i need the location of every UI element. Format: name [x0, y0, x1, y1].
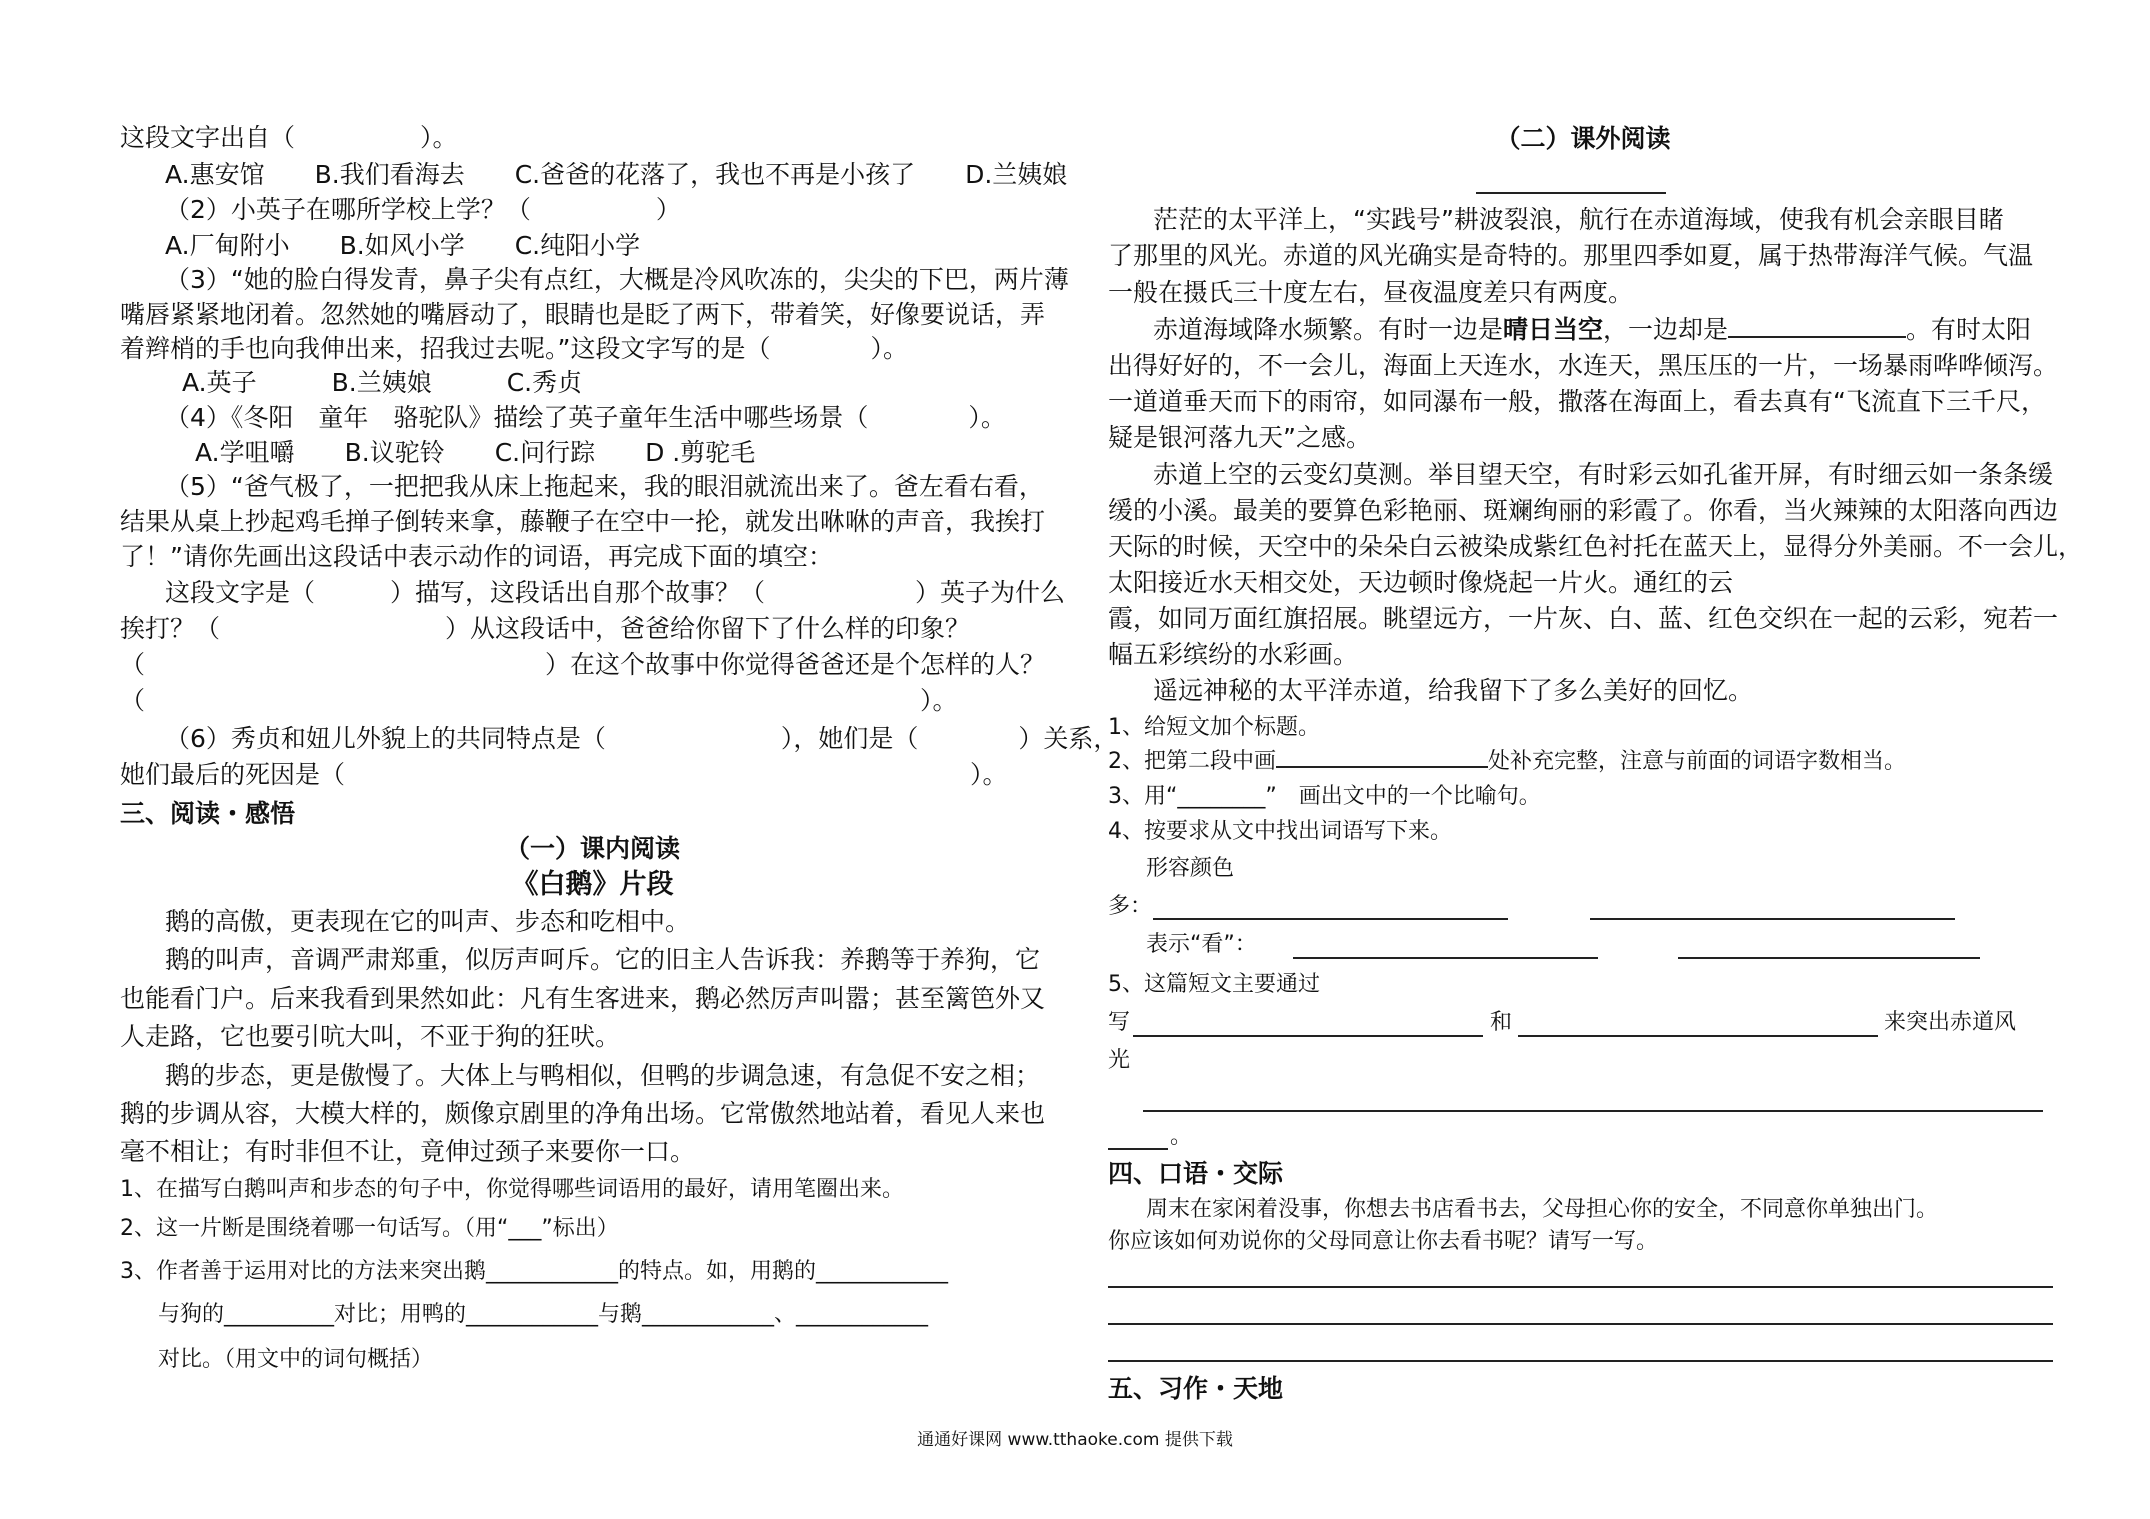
q1-options: A.惠安馆 B.我们看海去 C.爸爸的花落了，我也不再是小孩了 D.兰姨娘: [165, 160, 1068, 189]
passage-paragraph: 鹅的步态，更是傲慢了。大体上与鸭相似，但鸭的步调急速，有急促不安之相；: [165, 1061, 1041, 1090]
answer-line[interactable]: [1153, 918, 1508, 920]
q5-line: 结果从桌上抄起鸡毛掸子倒转来拿，藤鞭子在空中一抡，就发出咻咻的声音，我挨打: [120, 507, 1046, 536]
essay-paragraph: 幅五彩缤纷的水彩画。: [1108, 640, 1359, 669]
passage-paragraph: 人走路，它也要引吭大叫，不亚于狗的狂吠。: [120, 1022, 621, 1051]
essay-question: 1、给短文加个标题。: [1108, 715, 1320, 740]
q1-stem: 这段文字出自（ ）。: [120, 123, 458, 152]
reading-question: 对比。（用文中的词句概括）: [158, 1347, 434, 1372]
passage-paragraph: 鹅的叫声，音调严肃郑重，似厉声呵斥。它的旧主人告诉我：养鹅等于养狗，它: [165, 945, 1041, 974]
reading-question: 1、在描写白鹅叫声和步态的句子中，你觉得哪些词语用的最好，请用笔圈出来。: [120, 1177, 904, 1202]
essay-question: 多：: [1108, 894, 1153, 919]
section4-prompt: 周末在家闲着没事，你想去书店看书去，父母担心你的安全，不同意你单独出门。: [1146, 1197, 1939, 1222]
q5-line: 挨打？（ ）从这段话中，爸爸给你留下了什么样的印象？: [120, 614, 971, 643]
essay-question: 表示“看”：: [1146, 932, 1257, 957]
q5-line: （ ）在这个故事中你觉得爸爸还是个怎样的人？: [120, 650, 1046, 679]
reading1-title: （一）课内阅读: [504, 834, 680, 863]
q6-line: 她们最后的死因是（ ）。: [120, 760, 1008, 789]
essay-question: 4、按要求从文中找出词语写下来。: [1108, 819, 1452, 844]
essay-paragraph: 一般在摄氏三十度左右，昼夜温度差只有两度。: [1108, 278, 1634, 307]
essay-text: 。有时太阳: [1906, 315, 2032, 344]
essay-text: ，一边却是: [1603, 315, 1729, 344]
essay-paragraph: 赤道上空的云变幻莫测。举目望天空，有时彩云如孔雀开屏，有时细云如一条条缓: [1153, 460, 2054, 489]
section5-title: 五、习作・天地: [1108, 1374, 1284, 1403]
essay-question: [1108, 745, 1906, 779]
essay-question: 形容颜色: [1146, 856, 1235, 881]
answer-line[interactable]: [1143, 1110, 2043, 1112]
q5-line: （5）“爸气极了，一把把我从床上拖起来，我的眼泪就流出来了。爸左看右看，: [165, 472, 1044, 501]
q5-line: （ ）。: [120, 686, 958, 715]
q3-line: 着辫梢的手也向我伸出来，招我过去呢。”这段文字写的是（ ）。: [120, 334, 908, 363]
writing-line[interactable]: [1108, 1323, 2053, 1325]
q5-line: 了！”请你先画出这段话中表示动作的词语，再完成下面的填空：: [120, 542, 833, 571]
essay-paragraph: 太阳接近水天相交处，天边顿时像烧起一片火。通红的云: [1108, 568, 1734, 597]
answer-line[interactable]: [1293, 957, 1598, 959]
answer-line[interactable]: [1590, 918, 1955, 920]
fill-blank[interactable]: [1728, 314, 1906, 338]
q3-options: A.英子 B.兰姨娘 C.秀贞: [182, 368, 583, 397]
reading1-subtitle: 《白鹅》片段: [511, 869, 674, 900]
reading-question: 3、作者善于运用对比的方法来突出鹅____________的特点。如，用鹅的____________: [120, 1259, 948, 1284]
essay-paragraph: 缓的小溪。最美的要算色彩艳丽、斑斓绚丽的彩霞了。你看，当火辣辣的太阳落向西边: [1108, 496, 2059, 525]
answer-line[interactable]: [1108, 1148, 1168, 1150]
essay-paragraph: 遥远神秘的太平洋赤道，给我留下了多么美好的回忆。: [1153, 676, 1754, 705]
passage-paragraph: 鹅的高傲，更表现在它的叫声、步态和吃相中。: [165, 907, 691, 936]
q3-line: （3）“她的脸白得发青，鼻子尖有点红，大概是冷风吹冻的，尖尖的下巴，两片薄: [165, 265, 1069, 294]
writing-line[interactable]: [1108, 1360, 2053, 1362]
section3-title: 三、阅读・感悟: [120, 799, 296, 828]
essay-question-text: 处补充完整，注意与前面的词语字数相当。: [1488, 749, 1907, 774]
q6-line: （6）秀贞和妞儿外貌上的共同特点是（ ），她们是（ ）关系，: [165, 724, 1119, 753]
passage-paragraph: 鹅的步调从容，大模大样的，颇像京剧里的净角出场。它常傲然地站着，看见人来也: [120, 1099, 1046, 1128]
essay-text: 赤道海域降水频繁。有时一边是: [1153, 315, 1504, 344]
essay-paragraph: [1153, 313, 2031, 347]
essay-paragraph: 了那里的风光。赤道的风光确实是奇特的。那里四季如夏，属于热带海洋气候。气温: [1108, 241, 2034, 270]
reading-question: 与狗的__________对比；用鸭的____________与鹅____________、____________: [158, 1302, 929, 1327]
reading2-title: （二）课外阅读: [1495, 124, 1671, 153]
answer-line[interactable]: [1678, 957, 1980, 959]
writing-line[interactable]: [1108, 1286, 2053, 1288]
passage-paragraph: 也能看门户。后来我看到果然如此：凡有生客进来，鹅必然厉声叫嚣；甚至篱笆外又: [120, 984, 1046, 1013]
q3-line: 嘴唇紧紧地闭着。忽然她的嘴唇动了，眼睛也是眨了两下，带着笑，好像要说话，弄: [120, 300, 1046, 329]
section4-prompt: 你应该如何劝说你的父母同意让你去看书呢？请写一写。: [1108, 1229, 1659, 1254]
section4-title: 四、口语・交际: [1108, 1159, 1284, 1188]
essay-paragraph: 疑是银河落九天”之感。: [1108, 423, 1371, 452]
essay-question: 5、这篇短文主要通过: [1108, 972, 1320, 997]
title-blank-line: [1476, 192, 1666, 194]
q5-line: 这段文字是（ ）描写，这段话出自那个故事？（ ）英子为什么: [165, 578, 1066, 607]
q2-stem: （2）小英子在哪所学校上学？（ ）: [165, 195, 681, 224]
essay-question: 3、用“________” 画出文中的一个比喻句。: [1108, 784, 1541, 809]
essay-question-text: 2、把第二段中画: [1108, 749, 1276, 774]
essay-question: 写: [1108, 1010, 1131, 1035]
essay-bold-phrase: 晴日当空: [1503, 315, 1604, 344]
q4-options: A.学咀嚼 B.议驼铃 C.问行踪 D .剪驼毛: [195, 438, 756, 467]
fill-blank[interactable]: [1276, 746, 1488, 768]
q4-stem: （4）《冬阳 童年 骆驼队》描绘了英子童年生活中哪些场景（ ）。: [165, 403, 1006, 432]
answer-line[interactable]: [1133, 1035, 1483, 1037]
essay-question: 来突出赤道风: [1884, 1010, 2017, 1035]
essay-paragraph: 霞，如同万面红旗招展。眺望远方，一片灰、白、蓝、红色交织在一起的云彩，宛若一: [1108, 604, 2059, 633]
essay-question: 。: [1170, 1124, 1193, 1149]
answer-line[interactable]: [1518, 1035, 1878, 1037]
essay-question: 光: [1108, 1048, 1131, 1073]
page-footer: 通通好课网 www.tthaoke.com 提供下载: [917, 1430, 1233, 1450]
essay-paragraph: 茫茫的太平洋上，“实践号”耕波裂浪，航行在赤道海域，使我有机会亲眼目睹: [1153, 205, 2004, 234]
essay-question: 和: [1490, 1010, 1513, 1035]
essay-paragraph: 一道道垂天而下的雨帘，如同瀑布一般，撒落在海面上，看去真有“飞流直下三千尺，: [1108, 387, 2046, 416]
q2-options: A.厂甸附小 B.如风小学 C.纯阳小学: [165, 231, 641, 260]
essay-paragraph: 天际的时候，天空中的朵朵白云被染成紫红色衬托在蓝天上，显得分外美丽。不一会儿，: [1108, 532, 2084, 561]
passage-paragraph: 毫不相让；有时非但不让，竟伸过颈子来要你一口。: [120, 1137, 696, 1166]
reading-question: 2、这一片断是围绕着哪一句话写。（用“___”标出）: [120, 1216, 619, 1241]
essay-paragraph: 出得好好的，不一会儿，海面上天连水，水连天，黑压压的一片，一场暴雨哗哗倾泻。: [1108, 351, 2059, 380]
